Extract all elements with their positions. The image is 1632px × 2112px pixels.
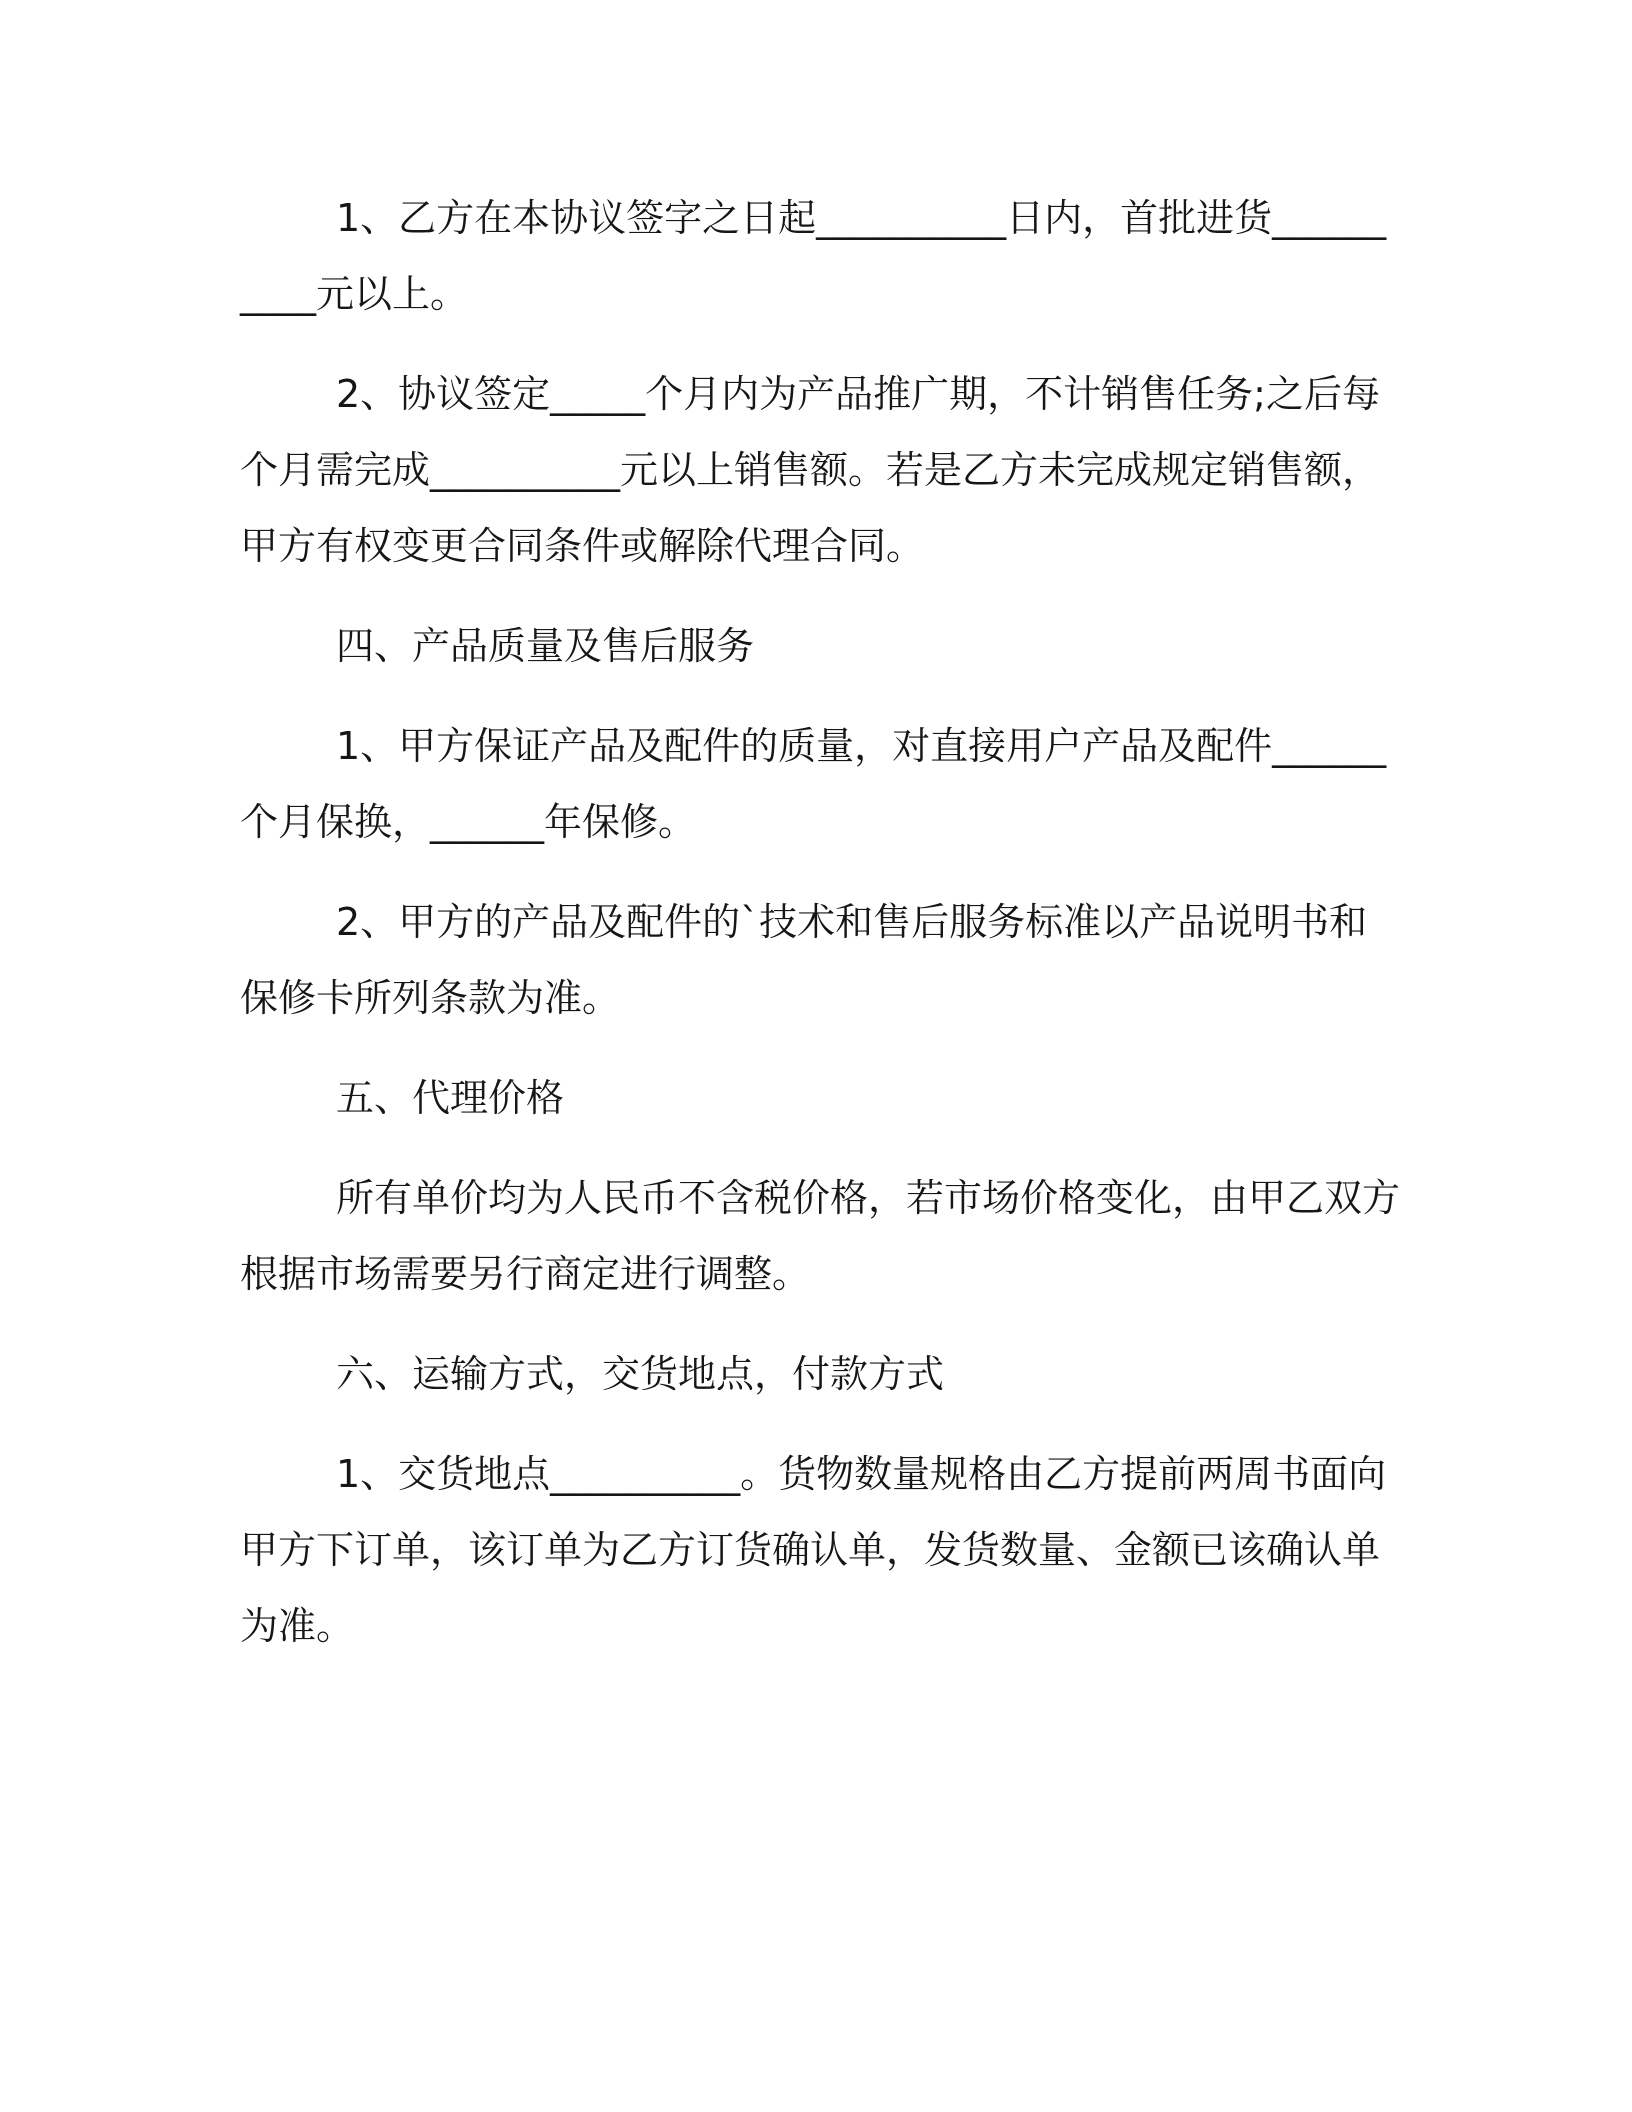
section-6-heading: 六、运输方式，交货地点，付款方式	[336, 1352, 945, 1396]
clause-3-2-paragraph: 2、协议签定_____个月内为产品推广期，不计销售任务;之后每个月需完成__________元以上销售额。若是乙方未完成规定销售额，甲方有权变更合同条件或解除代理合同。	[240, 372, 1381, 568]
clause-6-1-paragraph: 1、交货地点__________。货物数量规格由乙方提前两周书面向甲方下订单，该订单为乙方订货确认单，发货数量、金额已该确认单为准。	[240, 1452, 1387, 1648]
section-5-heading: 五、代理价格	[336, 1076, 565, 1120]
section-4-heading: 四、产品质量及售后服务	[336, 624, 755, 668]
document-body	[240, 180, 1400, 1664]
clause-3-1-paragraph: 1、乙方在本协议签字之日起__________日内，首批进货__________元以上。	[240, 196, 1387, 316]
clause-4-1-paragraph: 1、甲方保证产品及配件的质量，对直接用户产品及配件______个月保换，______年保修。	[240, 724, 1387, 844]
clause-5-paragraph: 所有单价均为人民币不含税价格，若市场价格变化，由甲乙双方根据市场需要另行商定进行调整。	[240, 1176, 1401, 1296]
clause-4-2-paragraph: 2、甲方的产品及配件的`技术和售后服务标准以产品说明书和保修卡所列条款为准。	[240, 900, 1368, 1020]
